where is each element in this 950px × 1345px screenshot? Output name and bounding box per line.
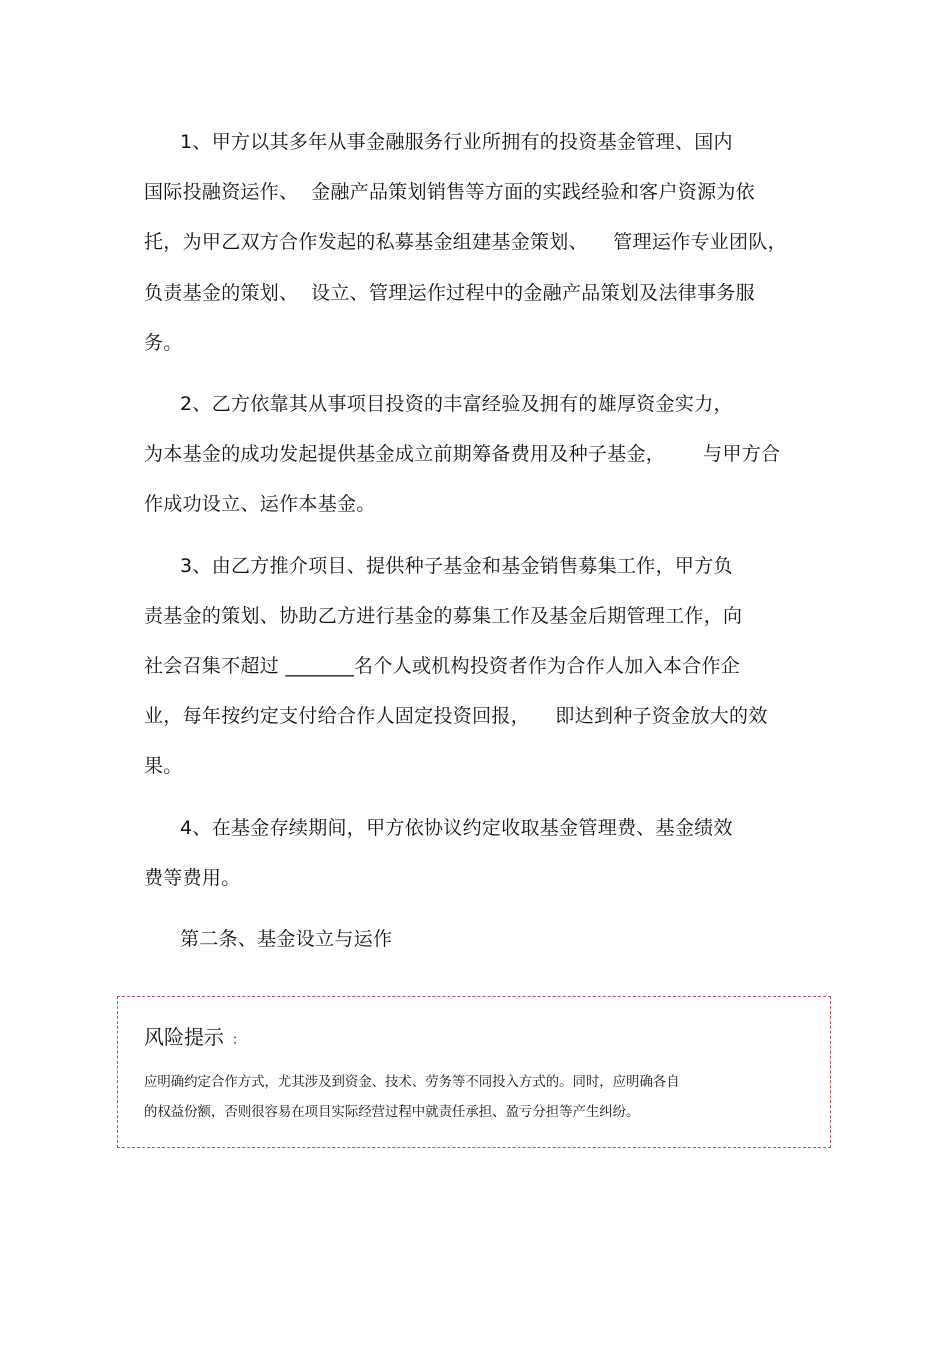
paragraph-3-line-5: 果。: [144, 755, 183, 777]
risk-notice-colon: ：: [232, 1033, 246, 1048]
risk-notice-box: [117, 996, 831, 1148]
paragraph-1-line-2: 国际投融资运作、 金融产品策划销售等方面的实践经验和客户资源为依: [144, 181, 755, 203]
paragraph-2-line-1: 2、乙方依靠其从事项目投资的丰富经验及拥有的雄厚资金实力，: [180, 393, 733, 415]
paragraph-3-line-3: 社会召集不超过 _______名个人或机构投资者作为合作人加入本合作企: [144, 655, 741, 677]
paragraph-3-line-1: 3、由乙方推介项目、提供种子基金和基金销售募集工作，甲方负: [180, 555, 733, 577]
paragraph-3-line-2: 责基金的策划、协助乙方进行基金的募集工作及基金后期管理工作，向: [144, 605, 743, 627]
paragraph-3-line-4: 业，每年按约定支付给合作人固定投资回报， 即达到种子资金放大的效: [144, 705, 768, 727]
paragraph-1-line-5: 务。: [144, 332, 183, 354]
paragraph-2-line-2: 为本基金的成功发起提供基金成立前期筹备费用及种子基金， 与甲方合: [144, 443, 781, 465]
paragraph-1-line-4: 负责基金的策划、 设立、管理运作过程中的金融产品策划及法律事务服: [144, 282, 755, 304]
paragraph-4-line-1: 4、在基金存续期间，甲方依协议约定收取基金管理费、基金绩效: [180, 817, 733, 839]
section-heading: 第二条、基金设立与运作: [180, 928, 393, 950]
risk-notice-title-text: 风险提示: [144, 1025, 224, 1049]
paragraph-2-line-3: 作成功设立、运作本基金。: [144, 493, 376, 515]
paragraph-1-line-3: 托，为甲乙双方合作发起的私募基金组建基金策划、 管理运作专业团队，: [144, 231, 787, 253]
risk-notice-line-1: 应明确约定合作方式，尤其涉及到资金、技术、劳务等不同投入方式的。同时，应明确各自: [144, 1075, 680, 1090]
paragraph-1-line-1: 1、甲方以其多年从事金融服务行业所拥有的投资基金管理、国内: [180, 131, 733, 153]
paragraph-4-line-2: 费等费用。: [144, 867, 241, 889]
risk-notice-title: [144, 1025, 245, 1053]
risk-notice-line-2: 的权益份额，否则很容易在项目实际经营过程中就责任承担、盈亏分担等产生纠纷。: [144, 1105, 640, 1120]
